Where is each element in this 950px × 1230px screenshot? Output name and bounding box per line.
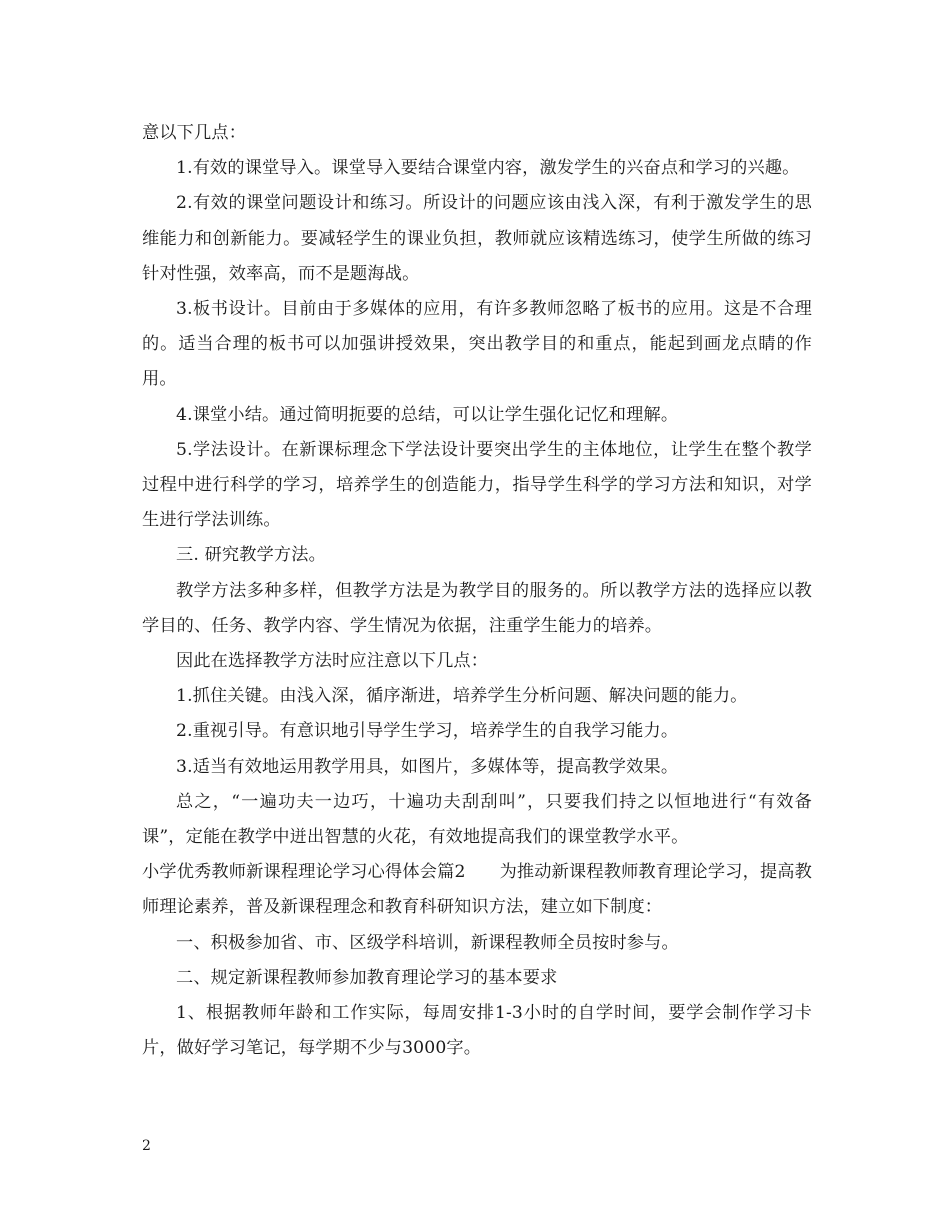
paragraph: 总之，“一遍功夫一边巧，十遍功夫刮刮叫”，只要我们持之以恒地进行“有效备课”，定能在教学中迸出智慧的火花，有效地提高我们的课堂教学水平。: [142, 791, 812, 848]
paragraph: 意以下几点：: [142, 123, 247, 143]
paragraph: 3.适当有效地运用教学用具，如图片，多媒体等，提高教学效果。: [176, 756, 679, 777]
paragraph: 4.课堂小结。通过简明扼要的总结，可以让学生强化记忆和理解。: [176, 404, 679, 425]
paragraph: 因此在选择教学方法时应注意以下几点：: [176, 651, 489, 672]
paragraph: 1.抓住关键。由浅入深，循序渐进，培养学生分析问题、解决问题的能力。: [176, 686, 748, 707]
article-title: 小学优秀教师新课程理论学习心得体会篇2: [142, 862, 466, 883]
document-body: [142, 116, 812, 1066]
paragraph: 2.有效的课堂问题设计和练习。所设计的问题应该由浅入深，有利于激发学生的思维能力和创新能力。要减轻学生的课业负担，教师就应该精选练习，使学生所做的练习针对性强，效率高，而不是题海战。: [142, 193, 812, 284]
article-title-paragraph: [142, 855, 812, 925]
paragraph: 2.重视引导。有意识地引导学生学习，培养学生的自我学习能力。: [176, 721, 679, 742]
article-intro: 为推动新课程教师教育理论学习，提高教师理论素养，普及新课程理念和教育科研知识方法，建立如下制度：: [142, 862, 812, 918]
paragraph: 1、根据教师年龄和工作实际，每周安排1-3小时的自学时间，要学会制作学习卡片，做好学习笔记，每学期不少与3000字。: [142, 1003, 812, 1059]
paragraph: 5.学法设计。在新课标理念下学法设计要突出学生的主体地位，让学生在整个教学过程中进行科学的学习，培养学生的创造能力，指导学生科学的学习方法和知识，对学生进行学法训练。: [142, 439, 812, 531]
paragraph: 教学方法多种多样，但教学方法是为教学目的服务的。所以教学方法的选择应以教学目的、任务、教学内容、学生情况为依据，注重学生能力的培养。: [142, 580, 812, 636]
section-heading: 三. 研究教学方法。: [176, 545, 326, 566]
paragraph: 1.有效的课堂导入。课堂导入要结合课堂内容，激发学生的兴奋点和学习的兴趣。: [176, 158, 800, 179]
paragraph: 一、积极参加省、市、区级学科培训，新课程教师全员按时参与。: [176, 932, 679, 953]
page-number: 2: [142, 1138, 151, 1154]
paragraph: 3.板书设计。目前由于多媒体的应用，有许多教师忽略了板书的应用。这是不合理的。适当合理的板书可以加强讲授效果，突出教学目的和重点，能起到画龙点睛的作用。: [142, 299, 812, 390]
paragraph: 二、规定新课程教师参加教育理论学习的基本要求: [176, 967, 558, 988]
